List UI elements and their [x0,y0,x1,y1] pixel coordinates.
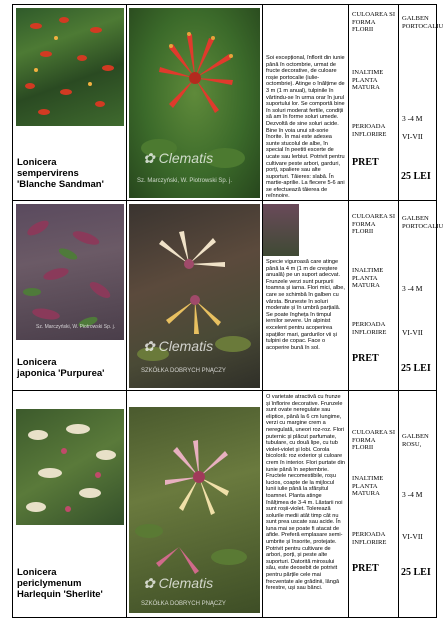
plant-photo [129,204,260,388]
photo-cell [127,391,263,617]
watermark-sub: SZKÓŁKA DOBRYCH PNĄCZY [141,368,226,374]
height-label: INALTIME PLANTA MATURA [352,475,384,498]
color-value: GALBEN ROSU, [402,433,429,448]
name-cell [13,391,127,617]
catalog-sheet [12,4,443,618]
plant-thumbnail [16,204,124,340]
photo-cell [127,201,263,390]
flowering-label: PERIOADA INFLORIRE [352,321,387,336]
watermark-author: Sz. Marczyński, W. Piotrowski Sp. j. [137,178,233,184]
color-value: GALBEN PORTOCALIU [402,215,443,230]
plant-description: Specie viguroasă care atinge până la 4 m (1 m de creștere anuală) pe un suport adecvat. Frunzele verzi sunt purpurii toamna și iarna. Flori mici, albe, care se schimbă în galben cu vârsta. Bruneste în soluri moderate și în umbră parțială. Se poate îngheța în timpul iernilor severe. Un alpinist excelent pentru acoperirea spațiilor mari, gardurilor vii și tulpini de copac. Face o acoperire bună în sol. [266,259,345,351]
plant-thumbnail [16,8,124,126]
height-value: 3 -4 M [402,490,423,499]
plant-description: O varietate atractivă cu frunze și înflorire decorative. Frunzele sunt ovate neregulate sau eliptice, până la 6 cm lungime, verzi cu margine crem a neregulată, uneori roz-roz. Flori puternic și plăcut parfumate, tubulare, cu două lipe, cu tub violet-violet și lobi. Corola bicoloră: roz exterior și culoare crem în interior. Flori purtate din iunie până în septembrie. Fructele necomestibile, roșu lucios, coapte de la mijlocul lunii iulie până la sfârșitul toamnei. Planta atinge înălțimea de 3-4 m. Lăstarii noi sunt roșii-violet. Tolerează solurile medii atât timp cât nu sunt prea uscate sau acide. În luna mai se poate fi atacat de afide. Preferă emplasare semi-umbrite și însorite, protejate. Potrivit pentru cultivare de arbori, porți, și peste alte suporturi. Datorită mirosului său, este deosebit de potrivit pentru părțile cele mai frecventate ale grădinii, lângă ferestre, uși sau bănci. [266,394,345,592]
name-cell [13,5,127,200]
price-value: 25 LEI [401,363,431,374]
flowering-label: PERIOADA INFLORIRE [352,123,387,138]
price-value: 25 LEI [401,171,431,182]
labels-cell [349,391,399,617]
plant-name: Lonicera periclymenum Harlequin 'Sherlite' [17,567,103,600]
values-cell [399,201,443,390]
flowering-value: VI-VII [402,132,423,141]
small-inset-photo [263,204,299,256]
height-value: 3 -4 M [402,114,423,123]
watermark-brand: ✿ Clematis [143,575,214,591]
plant-name: Lonicera japonica 'Purpurea' [17,357,105,379]
description-cell [263,391,349,617]
color-label: CULOAREA SI FORMA FLORII [352,429,396,452]
flowering-value: VI-VII [402,328,423,337]
watermark-brand: ✿ Clematis [143,150,214,166]
price-label: PRET [352,157,379,168]
color-label: CULOAREA SI FORMA FLORII [352,11,396,34]
watermark-brand: ✿ Clematis [143,338,214,354]
color-value: GALBEN PORTOCALIU [402,15,443,30]
plant-name: Lonicera sempervirens 'Blanche Sandman' [17,157,104,190]
plant-photo [129,407,260,613]
height-label: INALTIME PLANTA MATURA [352,69,384,92]
plant-row-2 [13,201,443,391]
height-label: INALTIME PLANTA MATURA [352,267,384,290]
price-label: PRET [352,563,379,574]
color-label: CULOAREA SI FORMA FLORII [352,213,396,236]
labels-cell [349,201,399,390]
watermark-author: Sz. Marczyński, W. Piotrowski Sp. j. [36,324,116,330]
plant-description: Soi excepțional, înflorit din iunie până în octombrie, urmat de fructe decorative, de culoare roșie portocalie (iulie-octombrie). Atinge o înălțime de 3 m (1 m anual), tulpinile în vârtindu-se în urma orar în jurul suportului lor. Se comportă bine în soluri moderat fertile, condiții să am în forme soluri umede. Dezvoltă de sine soluri acide. Bine în voia unui sit-sorie înorite. În mai este adesea sunte stucolul de albe, în special în peetiti escerte de ucate sau lerbiut. Potrivit pentru cultivare peste arbori, garduri, porți, spaliere sau alte suporturi. Tăieres: slabă. În martie-aprilie. La flecere 5-6 ani se efectuează tăierea de reînnoire. [266,55,345,200]
description-cell [263,201,349,390]
flowering-label: PERIOADA INFLORIRE [352,531,387,546]
labels-cell [349,5,399,200]
watermark-sub: SZKÓŁKA DOBRYCH PNĄCZY [141,601,226,607]
photo-cell [127,5,263,200]
plant-row-1 [13,5,443,201]
flowering-value: VI-VII [402,532,423,541]
height-value: 3 -4 M [402,284,423,293]
price-label: PRET [352,353,379,364]
values-cell [399,391,436,617]
description-cell [263,5,349,200]
name-cell [13,201,127,390]
plant-row-3 [13,391,436,617]
values-cell [399,5,443,200]
price-value: 25 LEI [401,567,431,578]
plant-photo [129,8,260,198]
plant-thumbnail [16,409,124,525]
